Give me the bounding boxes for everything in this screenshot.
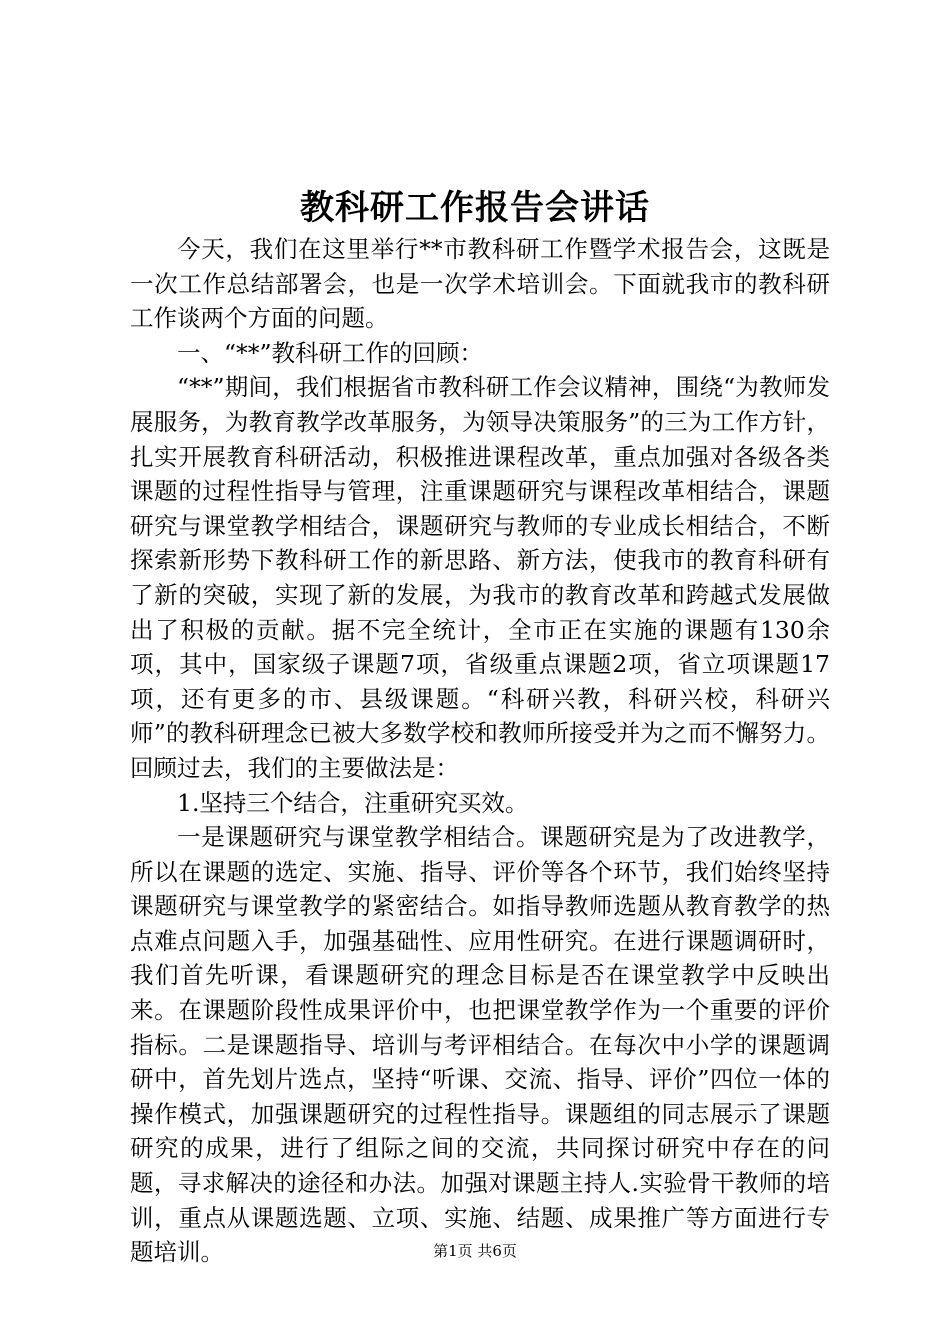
section-heading-review: 一、“**”教科研工作的回顾： [177, 338, 484, 367]
paragraph-intro: 今天，我们在这里举行**市教科研工作暨学术报告会，这既是一次工作总结部署会，也是一次学术培训会。下面就我市的教科研工作谈两个方面的问题。 [130, 235, 830, 333]
paragraph-combinations: 一是课题研究与课堂教学相结合。课题研究是为了改进教学，所以在课题的选定、实施、指导、评价等各个环节，我们始终坚持课题研究与课堂教学的紧密结合。如指导教师选题从教育教学的热点难点问题入手，加强基础性、应用性研究。在进行课题调研时，我们首先听课，看课题研究的理念目标是否在课堂教学中反映出来。在课题阶段性成果评价中，也把课堂教学作为一个重要的评价指标。二是课题指导、培训与考评相结合。在每次中小学的课题调研中，首先划片选点，坚持“听课、交流、指导、评价”四位一体的操作模式，加强课题研究的过程性指导。课题组的同志展示了课题研究的成果，进行了组际之间的交流，共同探讨研究中存在的问题，寻求解决的途径和办法。加强对课题主持人.实验骨干教师的培训，重点从课题选题、立项、实施、结题、成果推广等方面进行专题培训。 [130, 823, 830, 1267]
document-body [130, 232, 830, 1270]
paragraph-review: “**”期间，我们根据省市教科研工作会议精神，围绕“为教师发展服务，为教育教学改革服务，为领导决策服务”的三为工作方针，扎实开展教育科研活动，积极推进课程改革，重点加强对各级各类课题的过程性指导与管理，注重课题研究与课程改革相结合，课题研究与课堂教学相结合，课题研究与教师的专业成长相结合，不断探索新形势下教科研工作的新思路、新方法，使我市的教育科研有了新的突破，实现了新的发展，为我市的教育改革和跨越式发展做出了积极的贡献。据不完全统计，全市正在实施的课题有130余项，其中，国家级子课题7项，省级重点课题2项，省立项课题17项，还有更多的市、县级课题。“科研兴教，科研兴校，科研兴师”的教科研理念已被大多数学校和教师所接受并为之而不懈努力。回顾过去，我们的主要做法是： [130, 373, 830, 782]
document-title: 教科研工作报告会讲话 [300, 188, 650, 228]
subheading-three-combinations: 1.坚持三个结合，注重研究买效。 [177, 788, 529, 817]
page-footer: 第1页 共6页 [433, 1242, 517, 1260]
